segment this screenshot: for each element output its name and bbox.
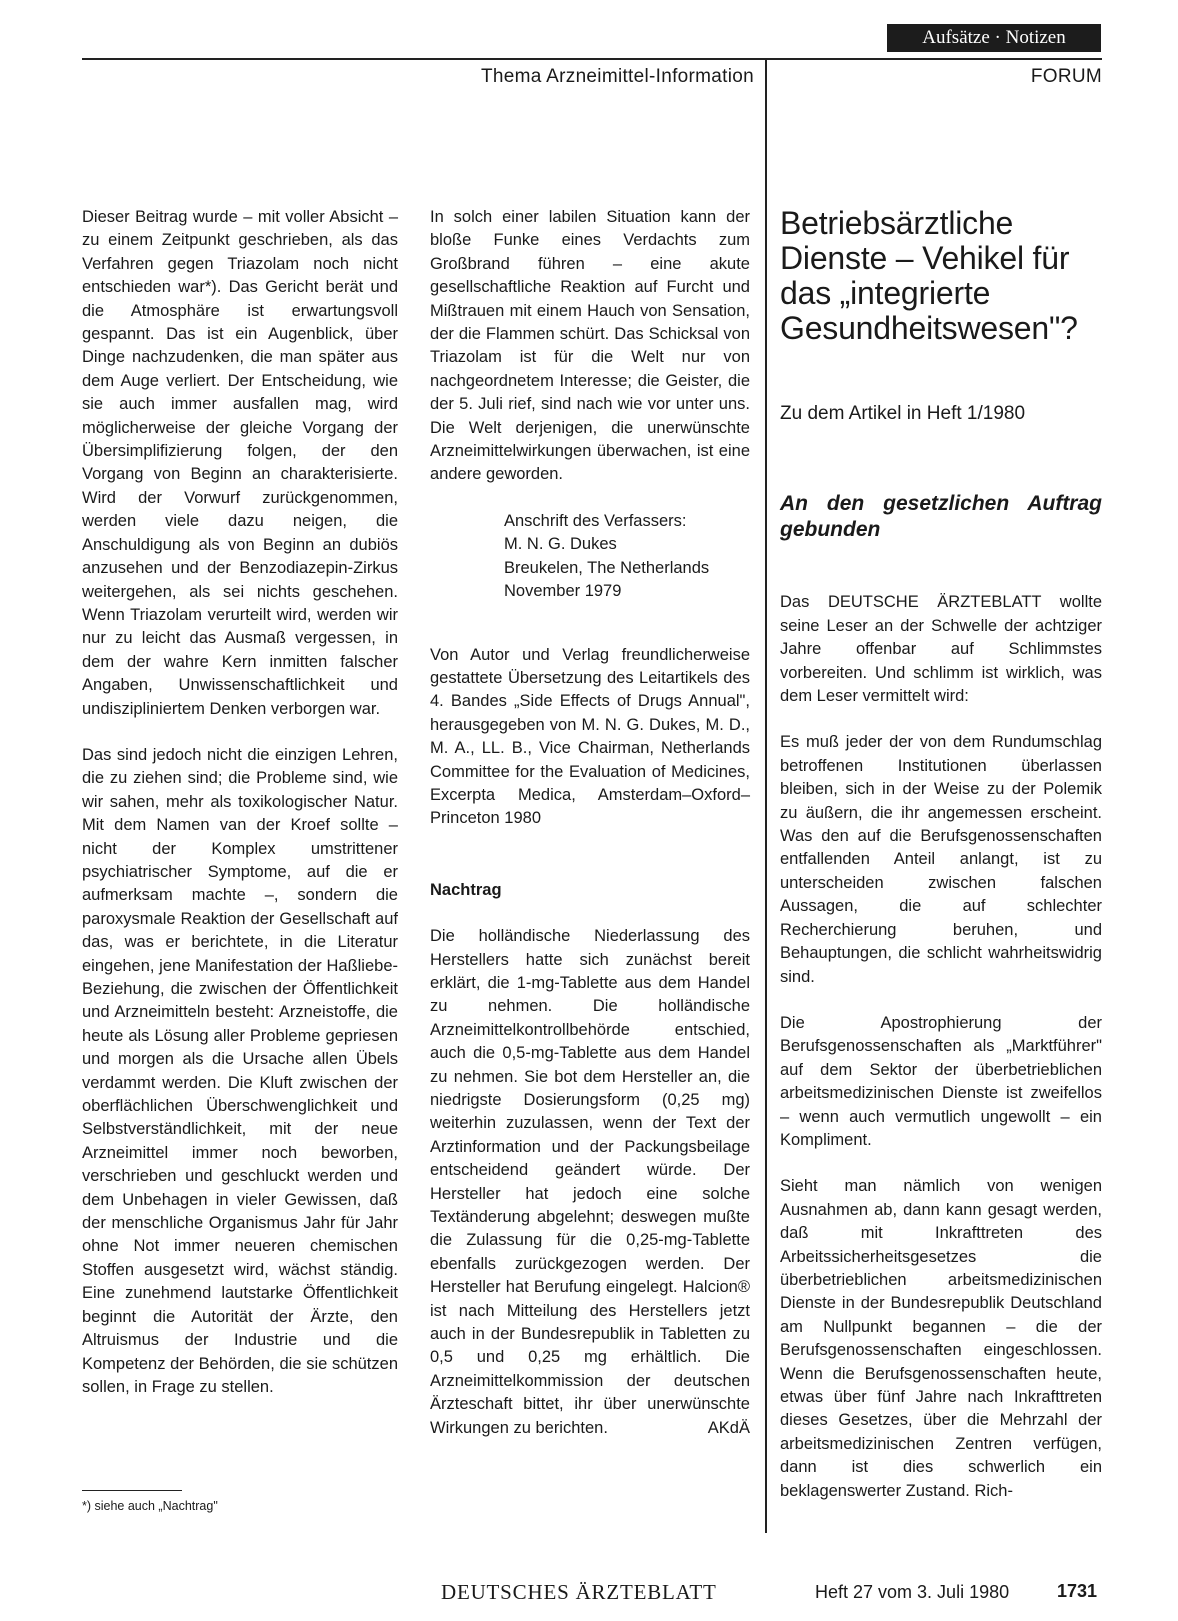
paragraph: Sieht man nämlich von wenigen Ausnahmen ab, dann kann gesagt werden, daß mit Inkrafttreten des Arbeitssicherheitsgesetzes die überbetrieblichen arbeitsmedizinischen Dienste in der Bundesrepublik Deutschland am Nullpunkt begannen – die der Berufsgenossenschaften eingeschlossen. Wenn die Berufsgenossenschaften heute, etwas über fünf Jahre nach Inkrafttreten dieses Gesetzes, über die Mehrzahl der arbeitsmedizinischen Zentren verfügen, dann ist dies schwerlich ein beklagenswerter Zustand. Rich- xyxy=(780,1177,1102,1500)
issue-info: Heft 27 vom 3. Juli 1980 xyxy=(815,1582,1010,1602)
address-line: Anschrift des Verfassers: xyxy=(504,511,687,530)
column-1 xyxy=(82,206,398,1399)
address-line: M. N. G. Dukes xyxy=(504,535,617,554)
paragraph: Das sind jedoch nicht die einzigen Lehren, die zu ziehen sind; die Probleme sind, wie wir sahen, mehr als toxikologischer Natur. Mit dem Namen van der Kroef sollte – nicht der Komplex umstrittener psychiatrischer Symptome, auf die er aufmerksam machte –, sondern die paroxysmale Reaktion der Gesellschaft auf das, was er berichtete, in die Literatur eingehen, jene Manifestation der Haßliebe-Beziehung, die zwischen der Öffentlichkeit und Arzneimitteln besteht: Arzneistoffe, die heute als Lösung aller Probleme gepriesen und morgen als die Ursache allen Übels verdammt werden. Die Kluft zwischen der oberflächlichen Überschwenglichkeit und Selbstverständlichkeit, mit der neue Arzneimittel immer noch beworben, verschrieben und geschluckt werden und dem Unbehagen in vieler Gewissen, daß der menschliche Organismus Jahr für Jahr ohne Not immer neueren chemischen Stoffen ausgesetzt wird, wächst ständig. Eine zunehmend lautstarke Öffentlichkeit beginnt die Autorität der Ärzte, den Altruismus der Industrie und die Kompetenz der Behörden, die sie schützen sollen, in Frage zu stellen. xyxy=(82,745,398,1396)
footnote-rule xyxy=(82,1490,182,1491)
article-title: Betriebsärztliche Dienste – Vehikel für das „integrierte Gesundheitswesen"? xyxy=(780,205,1078,346)
nachtrag-heading: Nachtrag xyxy=(430,880,502,899)
column-divider xyxy=(765,58,767,1533)
section-kicker: An den gesetzlichen Auftrag gebunden xyxy=(780,492,1102,542)
publication-name: DEUTSCHES ÄRZTEBLATT xyxy=(441,1580,717,1604)
author-address xyxy=(504,510,750,604)
footnote: *) siehe auch „Nachtrag" xyxy=(82,1499,218,1513)
paragraph: Das DEUTSCHE ÄRZTEBLATT wollte seine Leser an der Schwelle der achtziger Jahre offenbar auf Schlimmstes vorbereiten. Und schlimm ist wirklich, was dem Leser vermittelt wird: xyxy=(780,593,1102,706)
signature: AKdÄ xyxy=(707,1418,750,1437)
paragraph: Es muß jeder der von dem Rundumschlag betroffenen Institutionen überlassen bleiben, sich in der Weise zu der Polemik zu äußern, die ihr angemessen erscheint. Was den auf die Berufsgenossenschaften entfallenden Anteil anlangt, ist zu unterscheiden zwischen falschen Aussagen, die auf schlechter Recherchierung beruhen, und Behauptungen, die schlicht wahrheitswidrig sind. xyxy=(780,733,1102,986)
top-rule xyxy=(82,58,1102,60)
paragraph: Die Apostrophierung der Berufsgenossenschaften als „Marktführer" auf dem Sektor der überbetrieblichen arbeitsmedizinischen Dienste ist zweifellos – wenn auch vermutlich ungewollt – ein Kompliment. xyxy=(780,1013,1102,1149)
article-subtitle: Zu dem Artikel in Heft 1/1980 xyxy=(780,403,1026,424)
address-line: Breukelen, The Netherlands xyxy=(504,558,710,577)
page-number: 1731 xyxy=(1057,1581,1098,1601)
paragraph: Dieser Beitrag wurde – mit voller Absicht – zu einem Zeitpunkt geschrieben, als das Verfahren gegen Triazolam noch nicht entschieden war*). Das Gericht berät und die Atmosphäre ist erwartungsvoll gespannt. Das ist ein Augenblick, über Dinge nachzudenken, die man später aus dem Auge verliert. Der Entscheidung, wie sie auch immer ausfallen mag, wird möglicherweise der gleiche Vorgang der Übersimplifizierung folgen, der den Vorgang von Beginn an charakterisierte. Wird der Vorwurf zurückgenommen, werden viele dazu neigen, die Anschuldigung als von Beginn an dubiös anzusehen und der Benzodiazepin-Zirkus weitergehen, als sei nichts geschehen. Wenn Triazolam verurteilt wird, werden wir nur zu leicht das Ausmaß vergessen, in dem der wahre Kern inmitten falscher Angaben, Unwissenschaftlichkeit und undiszipliniertem Denken verborgen war. xyxy=(82,208,398,718)
nachtrag-text xyxy=(430,925,750,1440)
column-2 xyxy=(430,206,750,1440)
forum-header: FORUM xyxy=(1030,66,1102,87)
translation-note: Von Autor und Verlag freundlicherweise gestattete Übersetzung des Leitartikels des 4. Bandes „Side Effects of Drugs Annual", herausgegeben von M. N. G. Dukes, M. D., M. A., LL. B., Vice Chairman, Netherlands Committee for the Evaluation of Medicines, Excerpta Medica, Amsterdam–Oxford–Princeton 1980 xyxy=(430,645,750,828)
paragraph: Die holländische Niederlassung des Herstellers hatte sich zunächst bereit erklärt, die 1-mg-Tablette aus dem Handel zu nehmen. Die holländische Arzneimittelkontrollbehörde entschied, auch die 0,5-mg-Tablette aus dem Handel zu nehmen. Sie bot dem Hersteller an, die niedrigste Dosierungsform (0,25 mg) weiterhin zuzulassen, wenn der Text der Arztinformation und der Packungsbeilage entscheidend geändert würde. Der Hersteller hat jedoch eine solche Textänderung abgelehnt; deswegen mußte die Zulassung für die 0,25-mg-Tablette ebenfalls zurückgezogen werden. Der Hersteller hat Berufung eingelegt. Halcion® ist nach Mitteilung des Herstellers jetzt auch in der Bundesrepublik in Tabletten zu 0,5 und 0,25 mg erhältlich. Die Arzneimittelkommission der deutschen Ärzteschaft bittet, ihr über unerwünschte Wirkungen zu berichten. xyxy=(430,927,750,1437)
section-tag: Aufsätze · Notizen xyxy=(887,24,1101,52)
paragraph: In solch einer labilen Situation kann der bloße Funke eines Verdachts zum Großbrand führen – eine akute gesellschaftliche Reaktion auf Furcht und Mißtrauen mit einem Hauch von Sensation, der die Flammen schürt. Das Schicksal von Triazolam ist für die Welt nur von nachgeordnetem Interesse; die Geister, die der 5. Juli rief, sind nach wie vor unter uns. Die Welt derjenigen, die unerwünschte Arzneimittelwirkungen überwachen, ist eine andere geworden. xyxy=(430,208,750,484)
topic-header: Thema Arzneimittel-Information xyxy=(481,66,754,87)
address-line: November 1979 xyxy=(504,582,622,601)
column-3 xyxy=(780,206,1102,1503)
